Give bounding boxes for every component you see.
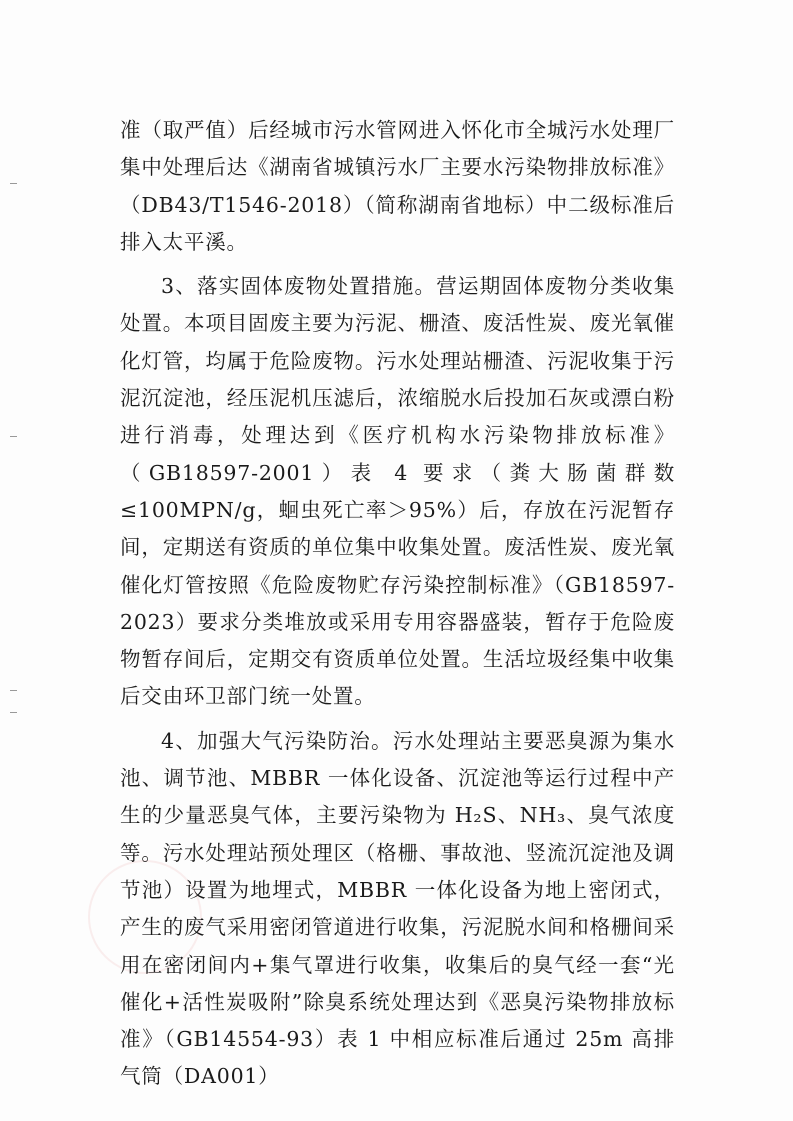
- binding-mark: [10, 183, 17, 184]
- paragraph-solid-waste: 3、落实固体废物处置措施。营运期固体废物分类收集处置。本项目固废主要为污泥、栅渣、废活性炭、废光氧催化灯管，均属于危险废物。污水处理站栅渣、污泥收集于污泥沉淀池，经压泥机压滤后，浓缩脱水后投加石灰或漂白粉进行消毒，处理达到《医疗机构水污染物排放标准》（GB18597-2001）表 4 要求（粪大肠菌群数≤100MPN/g，蛔虫死亡率＞95%）后，存放在污泥暂存间，定期送有资质的单位集中收集处置。废活性炭、废光氧催化灯管按照《危险废物贮存污染控制标准》（GB18597-2023）要求分类堆放或采用专用容器盛装，暂存于危险废物暂存间后，定期交有资质单位处置。生活垃圾经集中收集后交由环卫部门统一处置。: [120, 274, 675, 709]
- paragraph-air-pollution: 4、加强大气污染防治。污水处理站主要恶臭源为集水池、调节池、MBBR 一体化设备、沉淀池等运行过程中产生的少量恶臭气体，主要污染物为 H₂S、NH₃、臭气浓度等。污水处理站预处理区（格栅、事故池、竖流沉淀池及调节池）设置为地埋式，MBBR 一体化设备为地上密闭式，产生的废气采用密闭管道进行收集，污泥脱水间和格栅间采用在密闭间内+集气罩进行收集，收集后的臭气经一套“光催化+活性炭吸附”除臭系统处理达到《恶臭污染物排放标准》（GB14554-93）表 1 中相应标准后通过 25m 高排气筒（DA001）: [120, 728, 675, 1089]
- binding-mark: [10, 712, 17, 713]
- binding-mark: [10, 690, 17, 691]
- binding-mark: [10, 436, 17, 437]
- document-body: [120, 112, 675, 1096]
- paragraph-wastewater-discharge: 准（取严值）后经城市污水管网进入怀化市全城污水处理厂集中处理后达《湖南省城镇污水厂主要水污染物排放标准》（DB43/T1546-2018）（简称湖南省地标）中二级标准后排入太平溪。: [120, 118, 675, 254]
